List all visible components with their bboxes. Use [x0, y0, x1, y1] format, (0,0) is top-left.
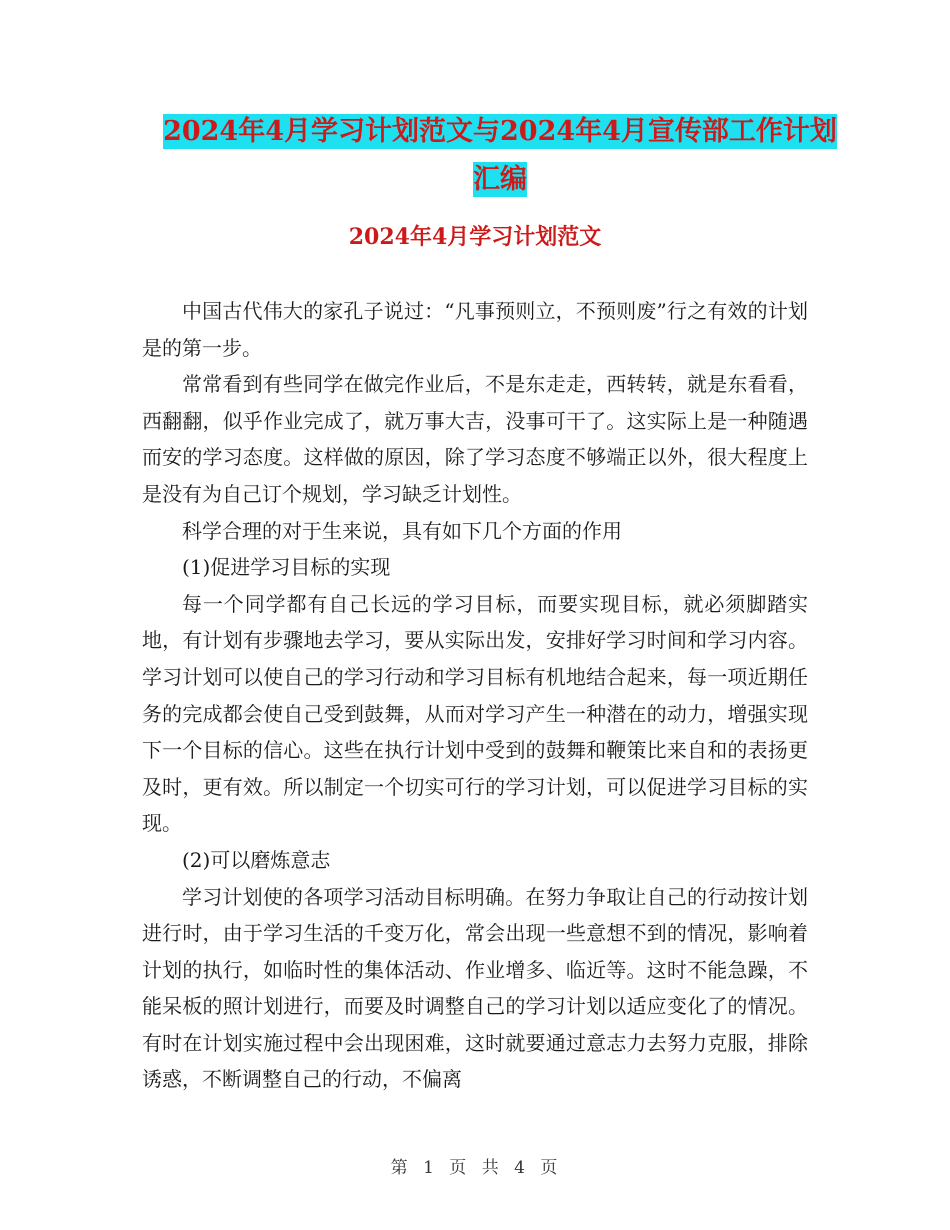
- paragraph: 科学合理的对于生来说，具有如下几个方面的作用: [182, 518, 622, 543]
- paragraph: (1)促进学习目标的实现: [182, 555, 391, 580]
- paragraph: 中国古代伟大的家孔子说过：“凡事预则立，不预则废”行之有效的计划是的第一步。: [142, 299, 808, 360]
- page-footer: 第 1 页 共 4 页: [390, 1158, 560, 1178]
- document-body: [142, 293, 808, 1098]
- document-title: [150, 108, 850, 204]
- paragraph: 每一个同学都有自己长远的学习目标，而要实现目标，就必须脚踏实地，有计划有步骤地去学习，要从实际出发，安排好学习时间和学习内容。学习计划可以使自己的学习行动和学习目标有机地结合起来，每一项近期任务的完成都会使自己受到鼓舞，从而对学习产生一种潜在的动力，增强实现下一个目标的信心。这些在执行计划中受到的鼓舞和鞭策比来自和的表扬更及时，更有效。所以制定一个切实可行的学习计划，可以促进学习目标的实现。: [142, 591, 808, 836]
- document-title-text: 2024年4月学习计划范文与2024年4月宣传部工作计划汇编: [163, 116, 837, 195]
- section-title: 2024年4月学习计划范文: [348, 224, 602, 250]
- paragraph: 学习计划使的各项学习活动目标明确。在努力争取让自己的行动按计划进行时，由于学习生活的千变万化，常会出现一些意想不到的情况，影响着计划的执行，如临时性的集体活动、作业增多、临近等。这时不能急躁，不能呆板的照计划进行，而要及时调整自己的学习计划以适应变化了的情况。有时在计划实施过程中会出现困难，这时就要通过意志力去努力克服，排除诱惑，不断调整自己的行动，不偏离: [142, 884, 808, 1092]
- paragraph: 常常看到有些同学在做完作业后，不是东走走，西转转，就是东看看，西翻翻，似乎作业完成了，就万事大吉，没事可干了。这实际上是一种随遇而安的学习态度。这样做的原因，除了学习态度不够端正以外，很大程度上是没有为自己订个规划，学习缺乏计划性。: [142, 372, 808, 506]
- paragraph: (2)可以磨炼意志: [182, 847, 331, 872]
